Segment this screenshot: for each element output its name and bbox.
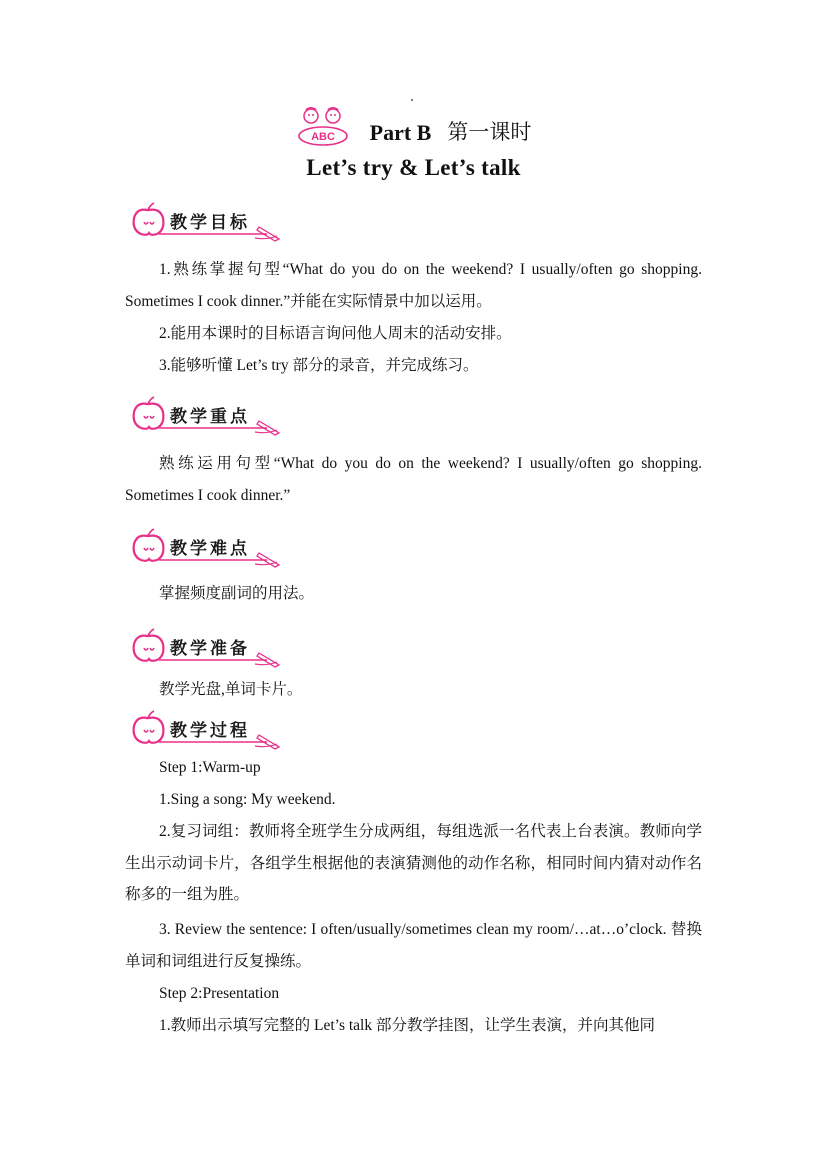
step1-item-3: 3. Review the sentence: I often/usually/sometimes clean my room/…at…o’clock. 替换单词和词组进行反复操练。 [125, 921, 702, 970]
svg-text:ABC: ABC [311, 131, 335, 143]
section-heading-label: 教学准备 [170, 639, 250, 659]
objective-item-3: 3.能够听懂 Let’s try 部分的录音，并完成练习。 [159, 357, 479, 374]
section-heading-objectives [127, 202, 287, 242]
section-heading-label: 教学过程 [170, 721, 250, 741]
key-points-text: 熟练运用句型“What do you do on the weekend? I usually/often go shopping. Sometimes I cook dinner.” [125, 455, 702, 504]
title-line-1 [0, 102, 827, 146]
part-label: Part B [369, 120, 432, 145]
step1-item-1: 1.Sing a song: My weekend. [159, 791, 336, 808]
difficulties-text: 掌握频度副词的用法。 [159, 585, 315, 602]
step2-item-1: 1.教师出示填写完整的 Let’s talk 部分教学挂图，让学生表演，并向其他同 [159, 1017, 655, 1034]
section-heading-label: 教学难点 [170, 539, 250, 559]
preparation-text: 教学光盘,单词卡片。 [159, 681, 303, 698]
step1-title: Step 1:Warm-up [159, 759, 261, 776]
lesson-title [0, 102, 827, 181]
objective-item-1: 1.熟练掌握句型“What do you do on the weekend? I usually/often go shopping. Sometimes I cook dinner.”并能在实际情景中加以运用。 [125, 261, 702, 310]
section-heading-difficulties [127, 528, 287, 568]
step2-title: Step 2:Presentation [159, 985, 280, 1002]
step1-item-2: 2.复习词组：教师将全班学生分成两组，每组选派一名代表上台表演。教师向学生出示动词卡片，各组学生根据他的表演猜测他的动作名称，相同时间内猜对动作名称多的一组为胜。 [125, 823, 702, 903]
section-heading-label: 教学重点 [170, 407, 250, 427]
lesson-subtitle: Let’s try & Let’s talk [306, 155, 521, 180]
stray-dot [411, 99, 413, 101]
section-heading-process [127, 710, 287, 750]
abc-kids-logo-icon [297, 106, 349, 146]
section-heading-key-points [127, 396, 287, 436]
section-heading-label: 教学目标 [170, 213, 250, 233]
section-heading-preparation [127, 628, 287, 668]
lesson-label: 第一课时 [447, 120, 532, 144]
objective-item-2: 2.能用本课时的目标语言询问他人周末的活动安排。 [159, 325, 512, 342]
